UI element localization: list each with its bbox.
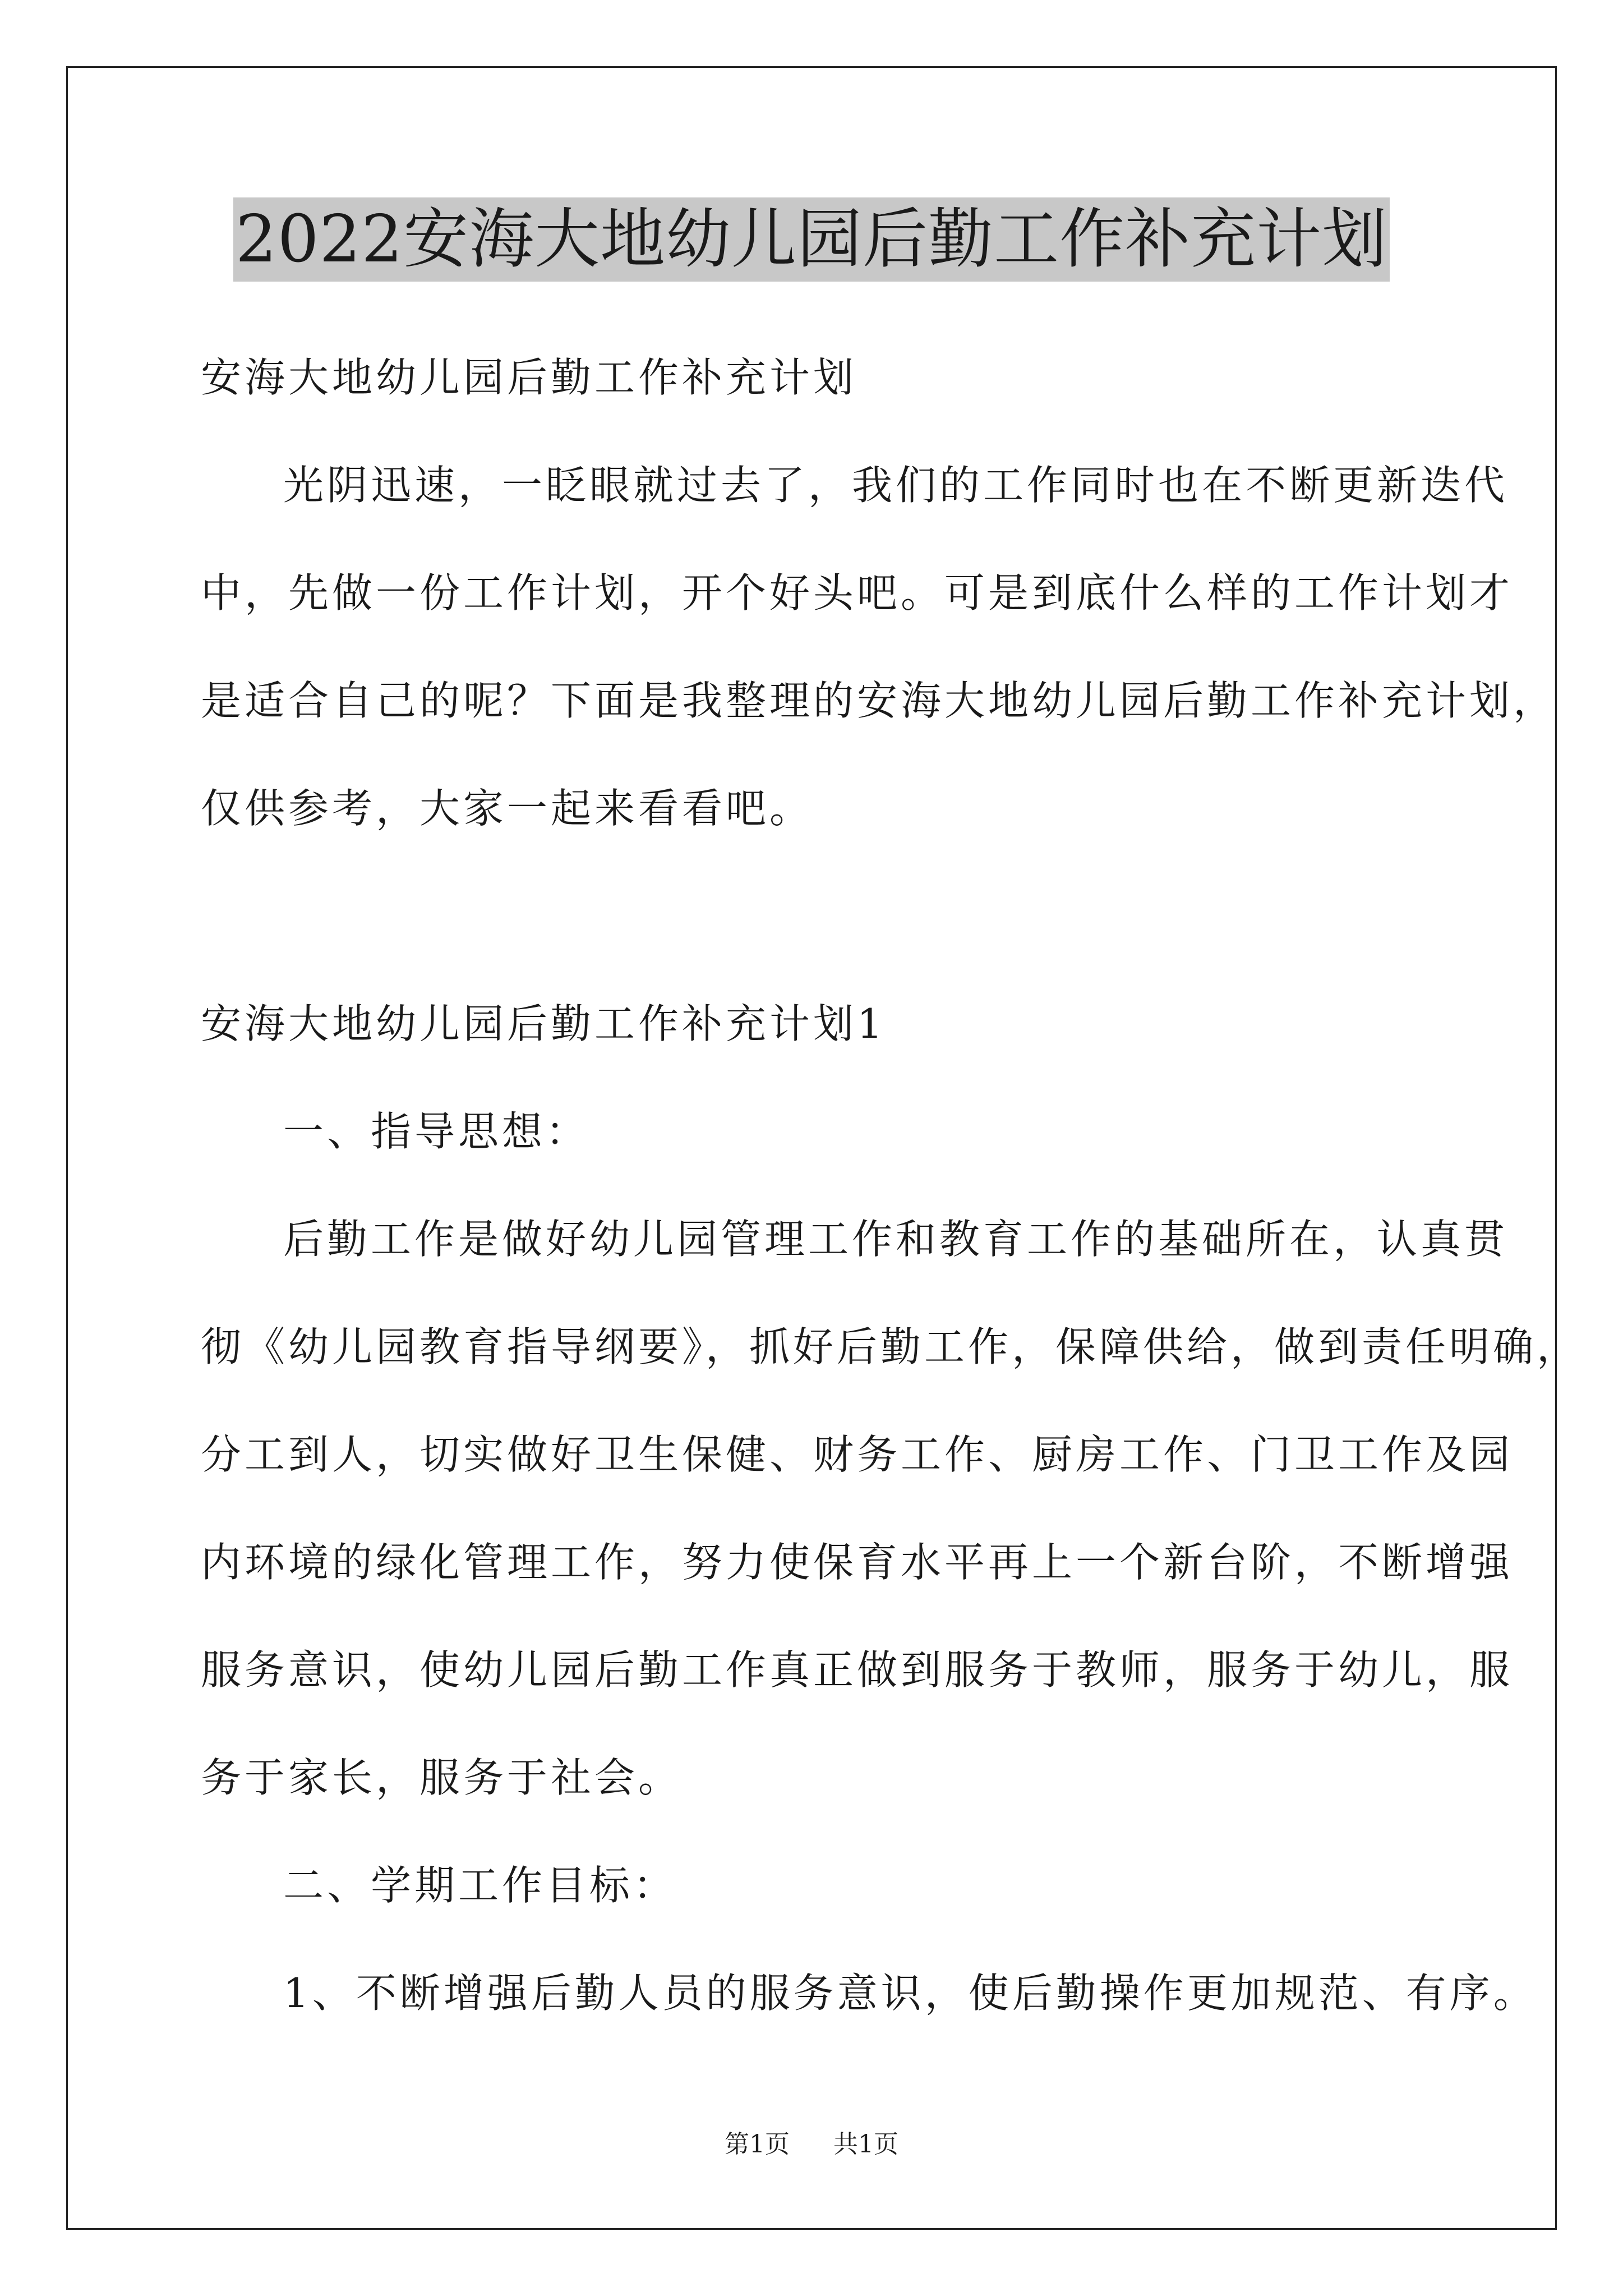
intro-line-2: 中，先做一份工作计划，开个好头吧。可是到底什么样的工作计划才 [201,569,1514,616]
page-total: 共1页 [833,2130,898,2159]
guiding-line-1: 后勤工作是做好幼儿园管理工作和教育工作的基础所在，认真贯 [283,1216,1509,1263]
heading-guiding-thought: 一、指导思想： [283,1108,590,1155]
subtitle: 安海大地幼儿园后勤工作补充计划 [201,354,857,401]
guiding-line-2: 彻《幼儿园教育指导纲要》，抓好后勤工作，保障供给，做到责任明确， [201,1323,1581,1370]
page-number: 第1页 [725,2130,790,2159]
page-footer [0,2128,1623,2161]
guiding-line-3: 分工到人，切实做好卫生保健、财务工作、厨房工作、门卫工作及园 [201,1431,1514,1478]
section-heading: 安海大地幼儿园后勤工作补充计划1 [201,1000,886,1047]
goal-item-1: 1、不断增强后勤人员的服务意识，使后勤操作更加规范、有序。 [283,1970,1537,2017]
title-container [0,197,1623,282]
intro-line-1: 光阴迅速，一眨眼就过去了，我们的工作同时也在不断更新迭代 [283,462,1509,509]
guiding-line-4: 内环境的绿化管理工作，努力使保育水平再上一个新台阶，不断增强 [201,1539,1514,1586]
intro-line-3: 是适合自己的呢？下面是我整理的安海大地幼儿园后勤工作补充计划， [201,677,1557,724]
guiding-line-5: 服务意识，使幼儿园后勤工作真正做到服务于教师，服务于幼儿，服 [201,1646,1514,1694]
intro-line-4: 仅供参考，大家一起来看看吧。 [201,785,814,832]
document-title: 2022安海大地幼儿园后勤工作补充计划 [233,197,1390,282]
guiding-line-6: 务于家长，服务于社会。 [201,1754,683,1801]
heading-semester-goals: 二、学期工作目标： [283,1862,677,1909]
